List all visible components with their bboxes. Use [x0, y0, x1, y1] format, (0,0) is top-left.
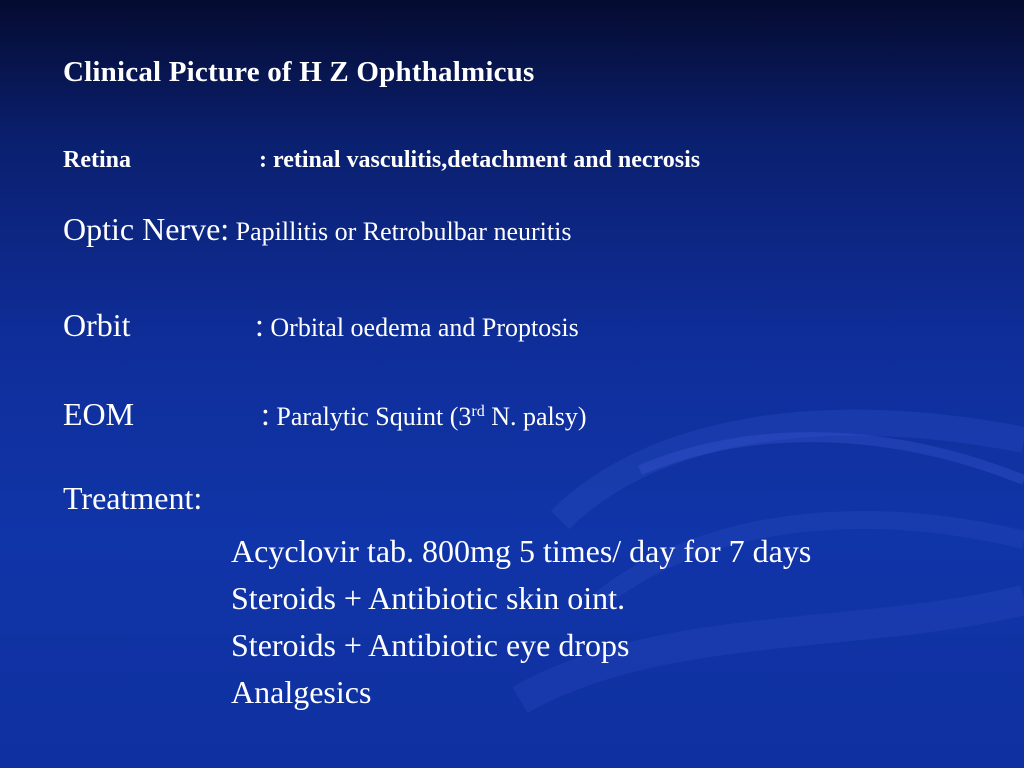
eom-label: EOM: [63, 396, 135, 432]
orbit-value: Orbital oedema and Proptosis: [263, 313, 579, 342]
eom-value-part1: Paralytic Squint (3: [269, 402, 472, 431]
treatment-item: Analgesics: [231, 674, 372, 710]
treatment-item: Steroids + Antibiotic skin oint.: [231, 580, 626, 616]
optic-nerve-value: Papillitis or Retrobulbar neuritis: [229, 217, 572, 246]
orbit-colon: :: [255, 307, 264, 343]
optic-nerve-label: Optic Nerve:: [63, 211, 230, 247]
eom-value-part2: N. palsy): [484, 402, 587, 431]
treatment-list: [231, 528, 811, 716]
retina-value: : retinal vasculitis,detachment and necrosis: [259, 147, 701, 173]
treatment-item: Steroids + Antibiotic eye drops: [231, 627, 630, 663]
eom-row: [63, 396, 587, 433]
retina-label: Retina: [63, 147, 131, 173]
treatment-heading: Treatment:: [63, 480, 203, 516]
slide-title: Clinical Picture of H Z Ophthalmicus: [63, 56, 535, 88]
optic-nerve-row: [63, 211, 571, 248]
eom-value: [270, 402, 587, 431]
treatment-item: Acyclovir tab. 800mg 5 times/ day for 7 days: [231, 533, 812, 569]
retina-row: [63, 147, 700, 174]
eom-superscript: rd: [471, 403, 485, 420]
orbit-row: [63, 307, 579, 344]
orbit-label: Orbit: [63, 307, 131, 343]
eom-colon: :: [261, 396, 270, 432]
